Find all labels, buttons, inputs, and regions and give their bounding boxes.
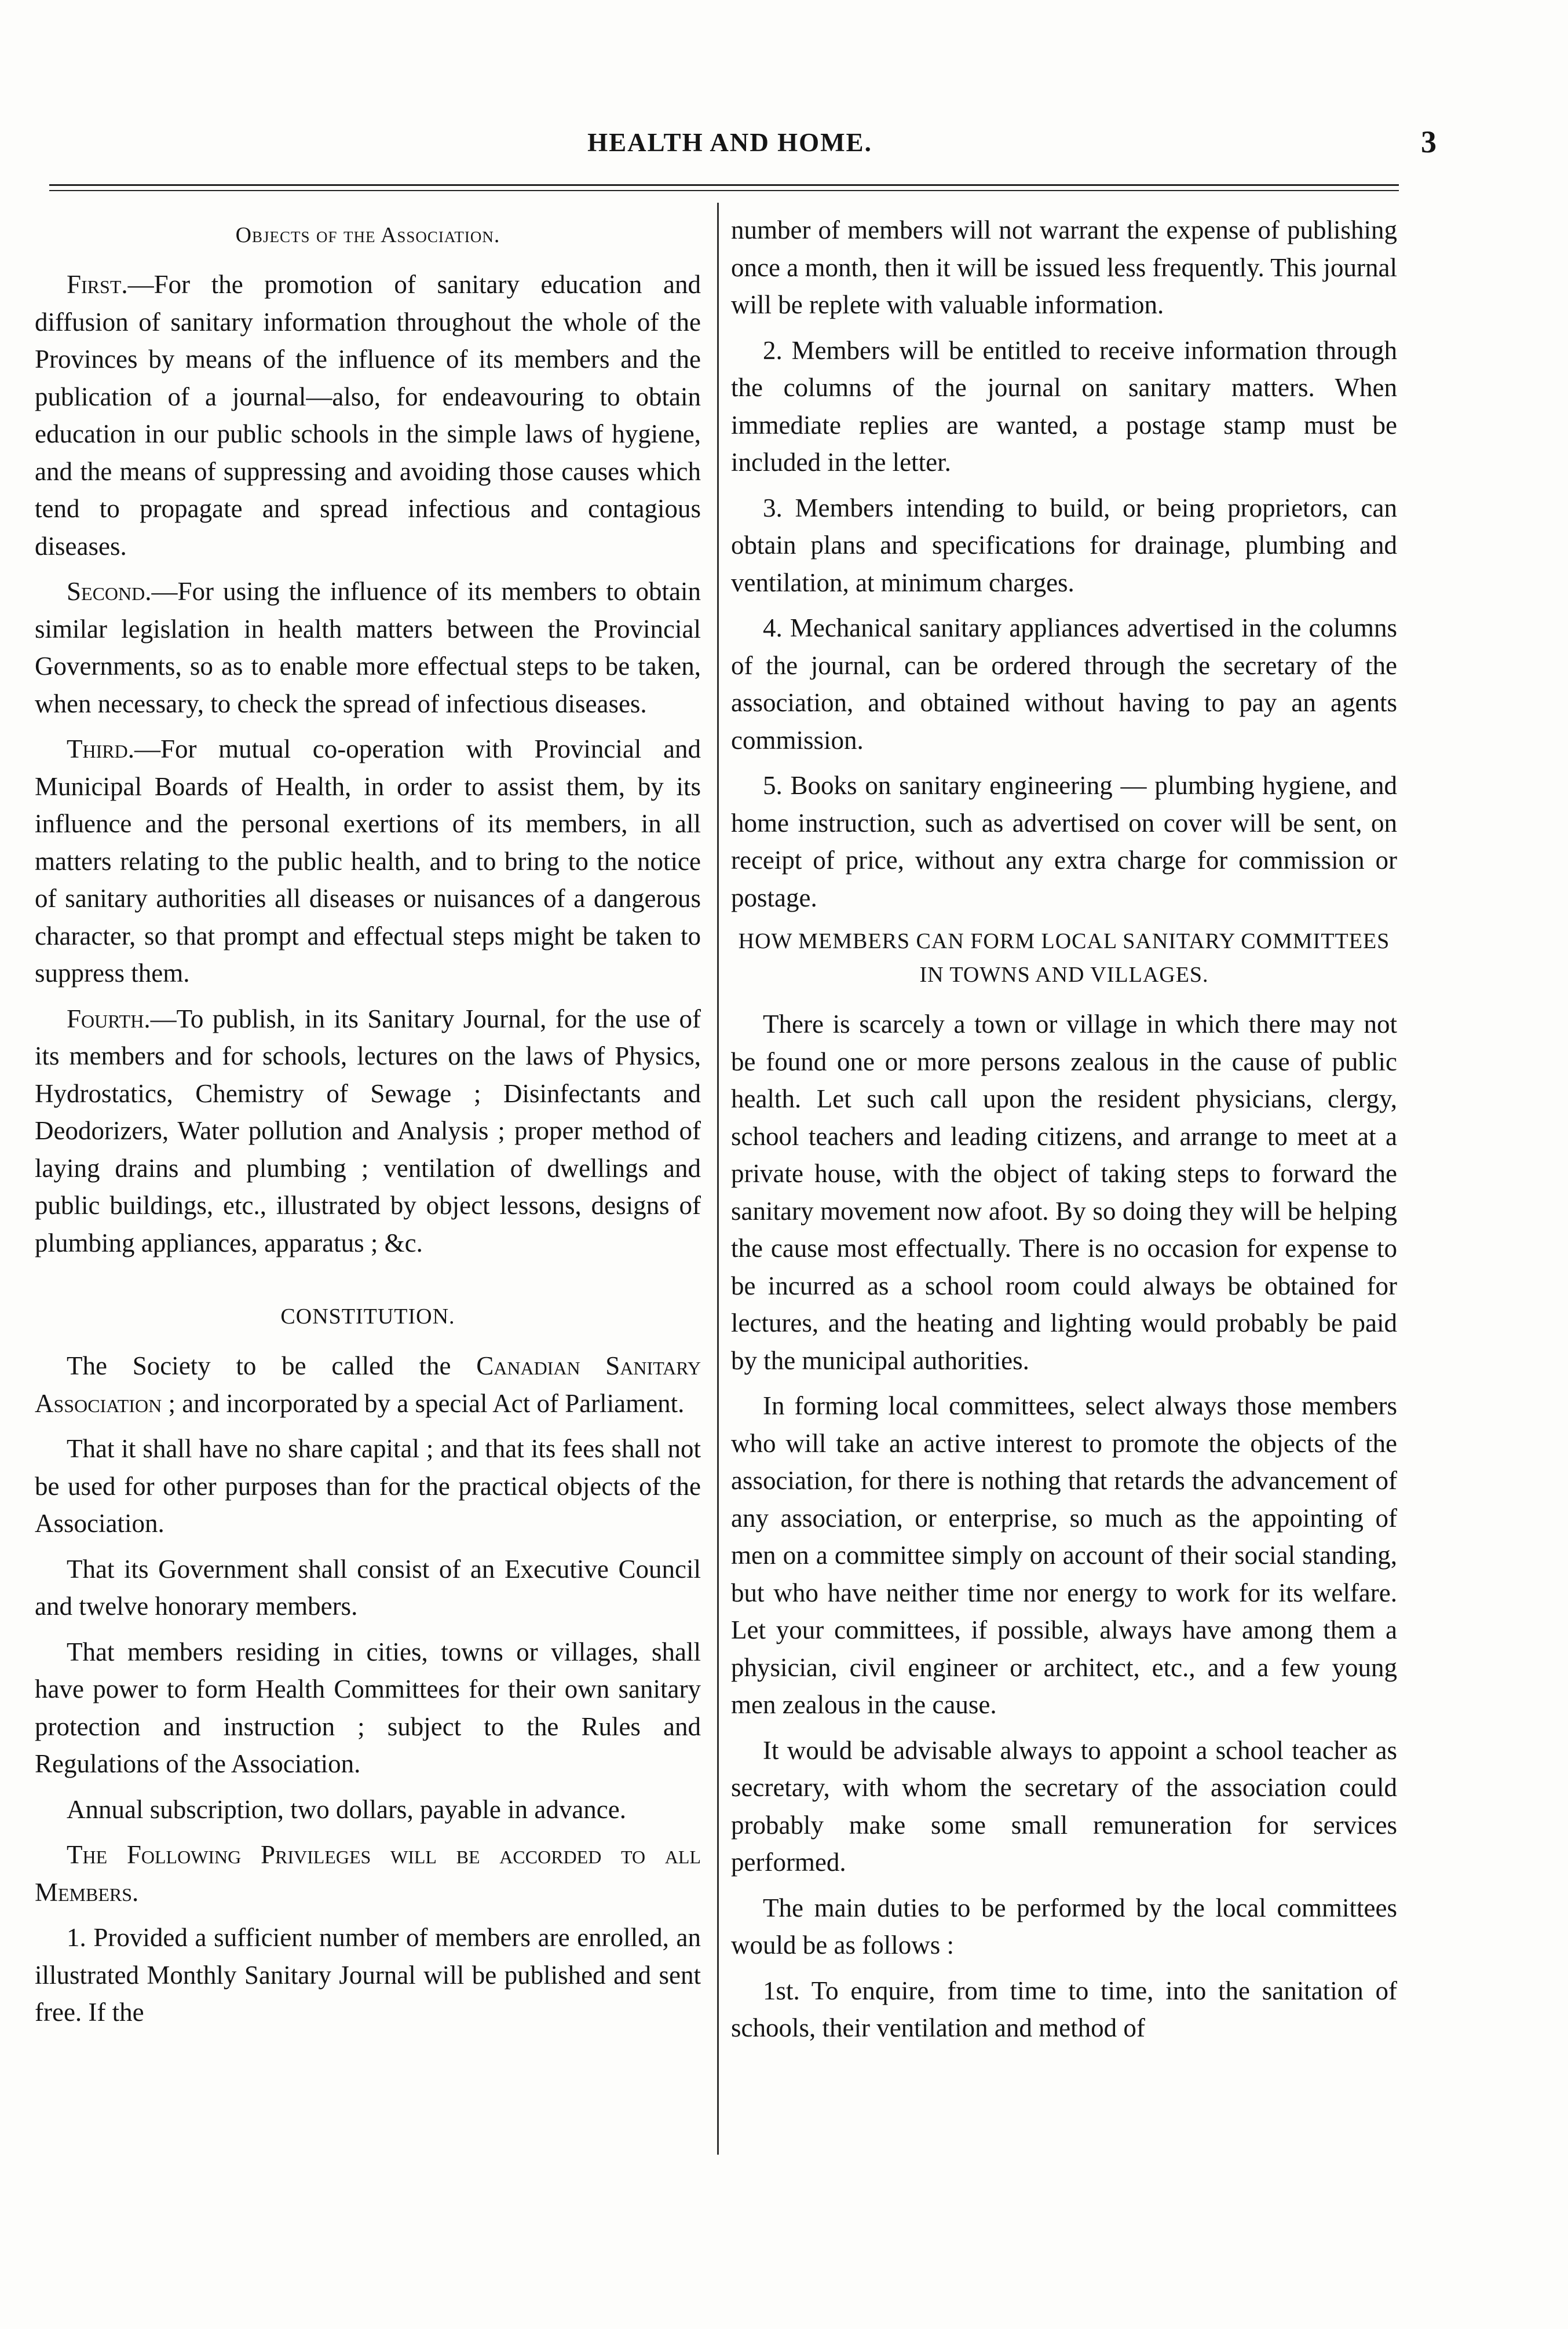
- page-header: [35, 122, 1437, 168]
- section-gap: [35, 1270, 701, 1293]
- privilege-item: 5. Books on sanitary engineering — plumbing hygiene, and home instruction, such as advertised on cover will be sent, on receipt of price, without any extra charge for commission or postage.: [731, 771, 1397, 912]
- right-column: [731, 211, 1397, 2055]
- constitution-name-paragraph: [35, 1347, 701, 1422]
- running-title: HEALTH AND HOME.: [587, 128, 872, 157]
- privileges-heading: The Following Privileges will be accorded to all Members.: [35, 1840, 701, 1907]
- object-text: —For the promotion of sanitary education and diffusion of sanitary information throughout the whole of the Provinces by means of the influence of its members and the publication of a journal—also, for endeavouring to obtain education in our public schools in the simple laws of hygiene, and the means of suppressing and avoiding those causes which tend to propagate and spread infectious and contagious diseases.: [35, 270, 701, 561]
- header-rule-bottom: [49, 190, 1399, 191]
- constitution-text: ; and incorporated by a special Act of Parliament.: [162, 1388, 685, 1418]
- committees-paragraph: In forming local committees, select always those members who will take an active interest to promote the objects of the association, for there is nothing that retards the advancement of any association, or enterprise, so much as the appointing of men on a committee simply on account of their social standing, but who have neither time nor energy to work for its welfare. Let your committees, if possible, always have among them a physician, civil engineer or architect, etc., and a few young men zealous in the cause.: [731, 1391, 1397, 1719]
- object-text: —For mutual co-operation with Provincial and Municipal Boards of Health, in order to assist them, by its influence and the personal exertions of its members, in all matters relating to the public health, and to bring to the notice of sanitary authorities all diseases or nuisances of a dangerous character, so that prompt and effectual steps might be taken to suppress them.: [35, 734, 701, 988]
- privilege-item: 1. Provided a sufficient number of members are enrolled, an illustrated Monthly Sanitary Journal will be published and sent free. If the: [35, 1923, 701, 2027]
- committees-heading: HOW MEMBERS CAN FORM LOCAL SANITARY COMMITTEES IN TOWNS AND VILLAGES.: [738, 929, 1390, 987]
- committees-paragraph: There is scarcely a town or village in which there may not be found one or more persons zealous in the cause of public health. Let such call upon the resident physicians, clergy, school teachers and leading citizens, and arrange to meet at a private house, with the object of taking steps to forward the sanitary movement now afoot. By so doing they will be helping the cause most effectually. There is no occasion for expense to be incurred as a school room could always be obtained for lectures, and the heating and lighting would probably be paid by the municipal authorities.: [731, 1010, 1397, 1375]
- left-column: [35, 211, 701, 2039]
- object-text: —To publish, in its Sanitary Journal, for the use of its members and for schools, lectures on the laws of Physics, Hydrostatics, Chemistry of Sewage ; Disinfectants and Deodorizers, Water pollution and Analysis ; proper method of laying drains and plumbing ; ventilation of dwellings and public buildings, etc., illustrated by object lessons, designs of plumbing appliances, apparatus ; &c.: [35, 1004, 701, 1257]
- constitution-paragraph: That members residing in cities, towns or villages, shall have power to form Health Committees for their own sanitary protection and instruction ; subject to the Rules and Regulations of the Association.: [35, 1637, 701, 1778]
- objects-heading: Objects of the Association.: [235, 223, 500, 247]
- privilege-item: 3. Members intending to build, or being proprietors, can obtain plans and specifications for drainage, plumbing and ventilation, at minimum charges.: [731, 493, 1397, 597]
- object-fourth: [35, 1000, 701, 1262]
- committees-paragraph: It would be advisable always to appoint a school teacher as secretary, with whom the secretary of the association could probably make some small remuneration for services performed.: [731, 1735, 1397, 1877]
- privilege-item: 2. Members will be entitled to receive information through the columns of the journal on sanitary matters. When immediate replies are wanted, a postage stamp must be included in the letter.: [731, 335, 1397, 477]
- page-number: 3: [1421, 125, 1437, 159]
- constitution-paragraph: That its Government shall consist of an Executive Council and twelve honorary members.: [35, 1554, 701, 1621]
- object-first: [35, 266, 701, 565]
- object-text: —For using the influence of its members to obtain similar legislation in health matters between the Provincial Governments, so as to enable more effectual steps to be taken, when necessary, to check the spread of infectious diseases.: [35, 577, 701, 718]
- constitution-paragraph: Annual subscription, two dollars, payable in advance.: [67, 1794, 627, 1824]
- object-second: [35, 573, 701, 722]
- object-lead: First.: [67, 270, 128, 299]
- object-lead: Third.: [67, 734, 134, 763]
- society-name: Canadian Sanitary Association: [35, 1351, 701, 1418]
- constitution-text: The Society to be called the: [67, 1351, 477, 1380]
- committees-paragraph: 1st. To enquire, from time to time, into the sanitation of schools, their ventilation and method of: [731, 1976, 1397, 2042]
- object-third: [35, 730, 701, 992]
- privilege-continued: number of members will not warrant the expense of publishing once a month, then it will be issued less frequently. This journal will be replete with valuable information.: [731, 215, 1397, 319]
- constitution-paragraph: That it shall have no share capital ; and that its fees shall not be used for other purposes than for the practical objects of the Association.: [35, 1434, 701, 1538]
- privilege-item: 4. Mechanical sanitary appliances advertised in the columns of the journal, can be ordered through the secretary of the association, and obtained without having to pay an agents commission.: [731, 613, 1397, 755]
- header-rule-top: [49, 184, 1399, 186]
- object-lead: Fourth.: [67, 1004, 151, 1033]
- committees-paragraph: The main duties to be performed by the local committees would be as follows :: [731, 1893, 1397, 1959]
- object-lead: Second.: [67, 577, 152, 606]
- column-divider: [717, 203, 719, 2155]
- constitution-heading: CONSTITUTION.: [280, 1304, 455, 1329]
